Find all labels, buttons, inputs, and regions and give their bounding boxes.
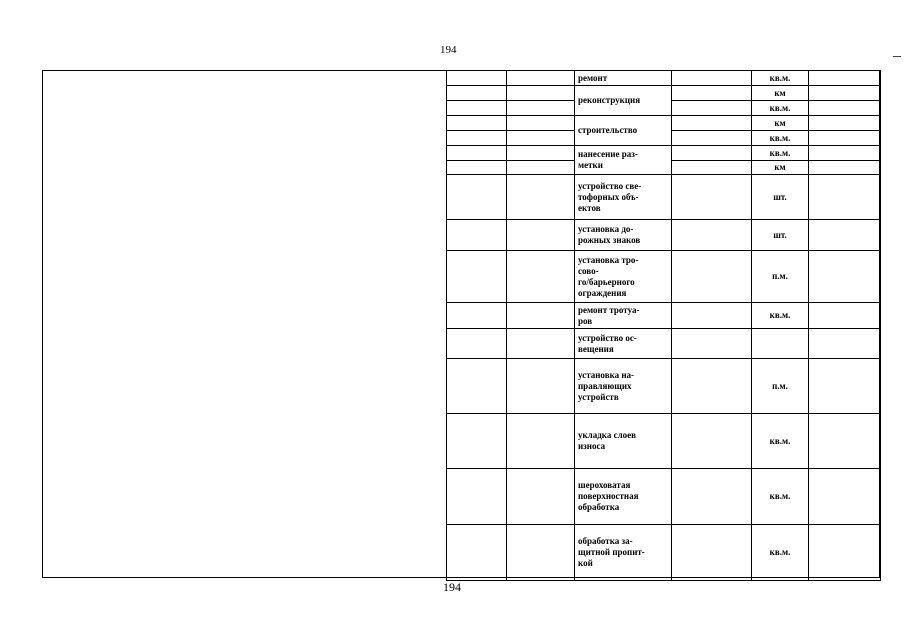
page-number-bottom: 194 xyxy=(443,580,461,594)
works-table xyxy=(446,70,881,581)
unit-cell: км xyxy=(752,161,809,175)
table-row xyxy=(447,175,881,220)
work-name: установка до- рожных знаков xyxy=(575,220,672,251)
work-name: ремонт xyxy=(575,71,672,86)
unit-cell: кв.м. xyxy=(752,131,809,146)
work-name: устройство све- тофорных объ- ектов xyxy=(575,175,672,220)
table-row xyxy=(447,469,881,525)
work-name: шероховатая поверхностная обработка xyxy=(575,469,672,525)
table-row xyxy=(447,414,881,469)
table-row xyxy=(447,116,881,131)
unit-cell: кв.м. xyxy=(752,525,809,581)
unit-cell: шт. xyxy=(752,220,809,251)
table-row xyxy=(447,86,881,101)
work-name: строительство xyxy=(575,116,672,146)
unit-cell: кв.м. xyxy=(752,71,809,86)
unit-cell: п.м. xyxy=(752,251,809,303)
work-name: реконструкция xyxy=(575,86,672,116)
work-name: установка на- правляющих устройств xyxy=(575,359,672,414)
unit-cell: км xyxy=(752,116,809,131)
unit-cell xyxy=(752,329,809,359)
table-row xyxy=(447,146,881,161)
unit-cell: кв.м. xyxy=(752,303,809,329)
work-name: нанесение раз- метки xyxy=(575,146,672,175)
table-row xyxy=(447,71,881,86)
work-name: устройство ос- вещения xyxy=(575,329,672,359)
unit-cell: км xyxy=(752,86,809,101)
table-row xyxy=(447,329,881,359)
table-row xyxy=(447,220,881,251)
unit-cell: п.м. xyxy=(752,359,809,414)
unit-cell: кв.м. xyxy=(752,146,809,161)
work-name: укладка слоев износа xyxy=(575,414,672,469)
table-row xyxy=(447,303,881,329)
table-row xyxy=(447,359,881,414)
unit-cell: кв.м. xyxy=(752,101,809,116)
work-name: установка тро- сово- го/барьерного ограждения xyxy=(575,251,672,303)
unit-cell: шт. xyxy=(752,175,809,220)
margin-tick xyxy=(893,56,901,57)
page-number-top: 194 xyxy=(440,44,457,56)
work-name: ремонт тротуа- ров xyxy=(575,303,672,329)
unit-cell: кв.м. xyxy=(752,469,809,525)
table-row xyxy=(447,251,881,303)
unit-cell: кв.м. xyxy=(752,414,809,469)
table-row xyxy=(447,525,881,581)
work-name: обработка за- щитной пропит- кой xyxy=(575,525,672,581)
